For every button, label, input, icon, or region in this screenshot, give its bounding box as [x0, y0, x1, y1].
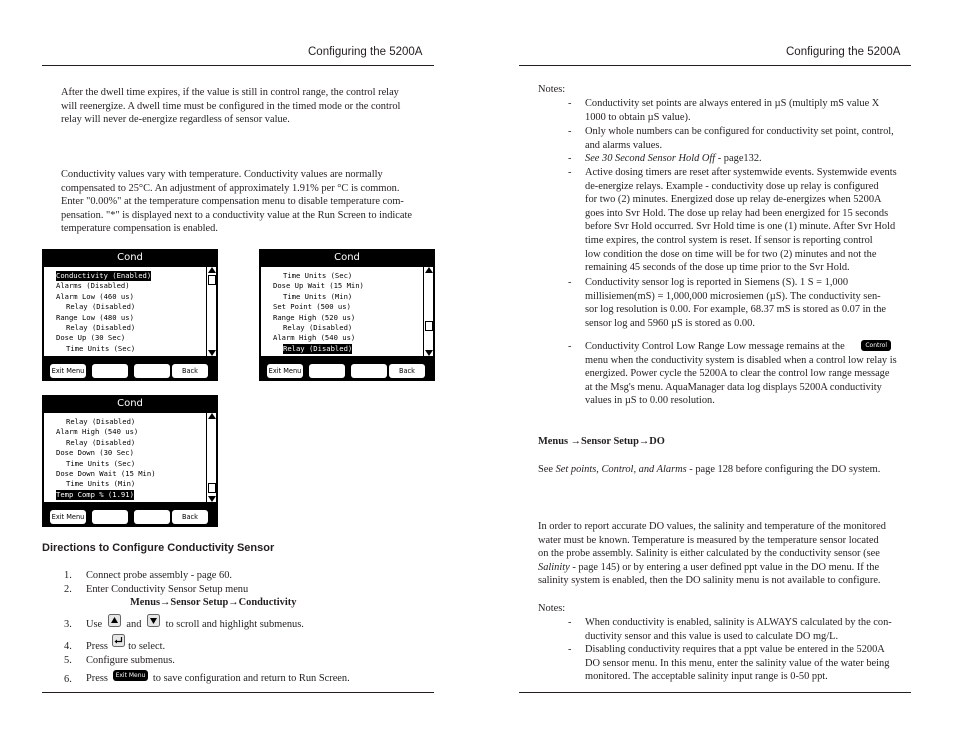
- softkey-3[interactable]: [134, 510, 170, 524]
- down-arrow-button-icon: [147, 614, 160, 627]
- note-line: Active dosing timers are reset after systemwide events. Systemwide events: [585, 167, 897, 178]
- note-line: When conductivity is enabled, salinity is ALWAYS calculated by the con-: [585, 617, 892, 628]
- left-header-rule: [42, 65, 434, 66]
- step-text: Enter Conductivity Sensor Setup menu: [86, 584, 249, 595]
- scroll-down-icon: [425, 350, 433, 356]
- note-line: low condition the dose on time will be for two (2) minutes and not the: [585, 248, 877, 260]
- left-page-header: Configuring the 5200A: [308, 46, 423, 58]
- note-line: de-energize relays. Example - conductivity dose up relay is configured: [585, 180, 879, 192]
- step-number: 3.: [64, 619, 72, 630]
- menu-item[interactable]: Relay (Disabled): [66, 323, 136, 332]
- scroll-thumb[interactable]: [425, 321, 433, 331]
- note-line: 1000 to obtain µS value).: [585, 111, 691, 123]
- note-line: goes into Svr Hold. The dose up relay had been energized for 15 seconds: [585, 207, 889, 219]
- note-line: monitored. The acceptable salinity input range is 0-50 ppt.: [585, 671, 828, 683]
- note-line: sensor log and 5960 µS is stored as 0.00.: [585, 317, 755, 329]
- menu-item[interactable]: Alarm High (540 us): [273, 333, 356, 343]
- menu-item[interactable]: Time Units (Min): [283, 291, 353, 301]
- menu-item[interactable]: Time Units (Sec): [66, 343, 136, 353]
- control-key-icon: Control: [861, 340, 891, 351]
- note-line: Conductivity Control Low Range Low message remains at the Control: [585, 340, 891, 352]
- back-button[interactable]: Back: [172, 364, 208, 378]
- menu-item[interactable]: Time Units (Sec): [66, 458, 136, 468]
- note-line: DO sensor menu. In this menu, enter the salinity value of the water being: [585, 657, 890, 669]
- menu-path: Menus→Sensor Setup→Conductivity: [130, 597, 297, 608]
- note-line: ductivity sensor and this value is used to calculate DO mg/L.: [585, 630, 839, 642]
- right-footer-rule: [519, 692, 911, 693]
- cond-screen-2: [259, 249, 435, 381]
- notes-label-2: Notes:: [538, 603, 566, 614]
- screen-title: Cond: [117, 252, 143, 263]
- step-number: 1.: [64, 570, 72, 581]
- menu-item[interactable]: Relay (Disabled): [66, 417, 136, 426]
- note-line: sor log resolution is 0.00. For example, 68.37 mS is stored as 0.07 in the: [585, 304, 887, 316]
- menu-item[interactable]: Dose Down Wait (15 Min): [56, 469, 156, 478]
- note-line: values in µS to 0.00 resolution.: [585, 395, 715, 407]
- left-footer-rule: [42, 692, 434, 693]
- menu-item[interactable]: Range Low (480 us): [56, 312, 134, 322]
- note-line: and alarms values.: [585, 139, 663, 151]
- softkey-3[interactable]: [351, 364, 387, 378]
- directions-heading: Directions to Configure Conductivity Sensor: [42, 542, 275, 554]
- menu-item[interactable]: Dose Up (30 Sec): [56, 333, 126, 343]
- scrollbar[interactable]: [206, 267, 216, 356]
- exit-menu-button[interactable]: Exit Menu: [267, 364, 303, 378]
- step-text: Press Exit Menu to save configuration and return to Run Screen.: [86, 672, 350, 684]
- note-line: energized. Power cycle the 5200A to clear the control low range message: [585, 368, 890, 380]
- back-button[interactable]: Back: [389, 364, 425, 378]
- step-number: 6.: [64, 674, 72, 685]
- menu-item[interactable]: Dose Down (30 Sec): [56, 448, 134, 458]
- note-line: Conductivity set points are always entered in µS (multiply mS value X: [585, 98, 880, 109]
- scroll-down-icon: [208, 496, 216, 502]
- menu-item[interactable]: Relay (Disabled): [283, 343, 353, 353]
- step-number: 5.: [64, 655, 72, 666]
- cond-screen-1: [42, 249, 218, 381]
- menu-list: [261, 267, 423, 356]
- softkey-2[interactable]: [92, 510, 128, 524]
- scrollbar[interactable]: [423, 267, 433, 356]
- step-number: 4.: [64, 641, 72, 652]
- note-line: for two (2) minutes. Energized dose up relay de-energizes when 5200A: [585, 194, 882, 206]
- note-line: remaining 45 seconds of the dose up time prior to the Svr Hold.: [585, 262, 850, 274]
- scroll-thumb[interactable]: [208, 483, 216, 493]
- menu-item[interactable]: Alarms (Disabled): [56, 281, 130, 291]
- scroll-down-icon: [208, 350, 216, 356]
- up-arrow-button-icon: [108, 614, 121, 627]
- menu-item[interactable]: Relay (Disabled): [66, 302, 136, 312]
- menu-list: [44, 267, 206, 356]
- screen-title: Cond: [334, 252, 360, 263]
- menu-item[interactable]: Time Units (Sec): [283, 271, 353, 280]
- cond-screen-3: [42, 395, 218, 527]
- menu-item[interactable]: Set Point (500 us): [273, 302, 351, 312]
- scroll-up-icon: [425, 267, 433, 273]
- menu-item[interactable]: Conductivity (Enabled): [56, 271, 152, 280]
- exit-menu-button[interactable]: Exit Menu: [50, 364, 86, 378]
- note-line: time expires, the control system is reset. If sensor is reporting control: [585, 235, 873, 246]
- do-menu-path: Menus →Sensor Setup→DO: [538, 436, 665, 447]
- menu-item[interactable]: Temp Comp % (1.91): [56, 489, 134, 499]
- note-line: millisiemen(mS) = 1,000,000 microsiemen (µS). The conductivity sen-: [585, 290, 881, 302]
- screen-title: Cond: [117, 398, 143, 409]
- exit-menu-key-icon: Exit Menu: [113, 670, 149, 681]
- menu-item[interactable]: Alarm High (540 us): [56, 427, 139, 437]
- step-text: Connect probe assembly - page 60.: [86, 570, 233, 581]
- back-button[interactable]: Back: [172, 510, 208, 524]
- softkey-2[interactable]: [92, 364, 128, 378]
- scroll-thumb[interactable]: [208, 275, 216, 285]
- exit-menu-button[interactable]: Exit Menu: [50, 510, 86, 524]
- menu-item[interactable]: Relay (Disabled): [283, 323, 353, 332]
- right-page-header: Configuring the 5200A: [786, 46, 901, 58]
- notes-label: Notes:: [538, 84, 566, 95]
- note-line: Only whole numbers can be configured for conductivity set point, control,: [585, 126, 894, 137]
- enter-button-icon: [112, 634, 125, 647]
- softkey-3[interactable]: [134, 364, 170, 378]
- right-header-rule: [519, 65, 911, 66]
- note-line: See 30 Second Sensor Hold Off - page132.: [585, 153, 762, 164]
- scroll-up-icon: [208, 413, 216, 419]
- menu-item[interactable]: Relay (Disabled): [66, 437, 136, 447]
- softkey-2[interactable]: [309, 364, 345, 378]
- note-line: Conductivity sensor log is reported in Siemens (S). 1 S = 1,000: [585, 277, 849, 288]
- step-text: Press to select.: [86, 634, 165, 652]
- menu-item[interactable]: Range High (520 us): [273, 312, 356, 322]
- menu-item[interactable]: Dose Up Wait (15 Min): [273, 281, 364, 291]
- see-setpoints-line: See Set points, Control, and Alarms - page 128 before configuring the DO system.: [538, 464, 881, 475]
- step-number: 2.: [64, 584, 72, 595]
- scroll-up-icon: [208, 267, 216, 273]
- menu-item[interactable]: Alarm Low (460 us): [56, 291, 134, 301]
- note-line: before Svr Hold occurred. Svr Hold time is one (1) minute. After Svr Hold: [585, 221, 896, 233]
- step-text: Configure submenus.: [86, 655, 175, 666]
- menu-list: [44, 413, 206, 502]
- note-line: Disabling conductivity requires that a ppt value be entered in the 5200A: [585, 644, 885, 655]
- scrollbar[interactable]: [206, 413, 216, 502]
- menu-item[interactable]: Time Units (Min): [66, 479, 136, 489]
- note-line: menu when the conductivity system is disabled when a control low relay is: [585, 354, 897, 366]
- step-text: Use and to scroll and highlight submenus.: [86, 614, 304, 630]
- note-line: at the Msg's menu. AquaManager data log displays 5200A conductivity: [585, 381, 882, 393]
